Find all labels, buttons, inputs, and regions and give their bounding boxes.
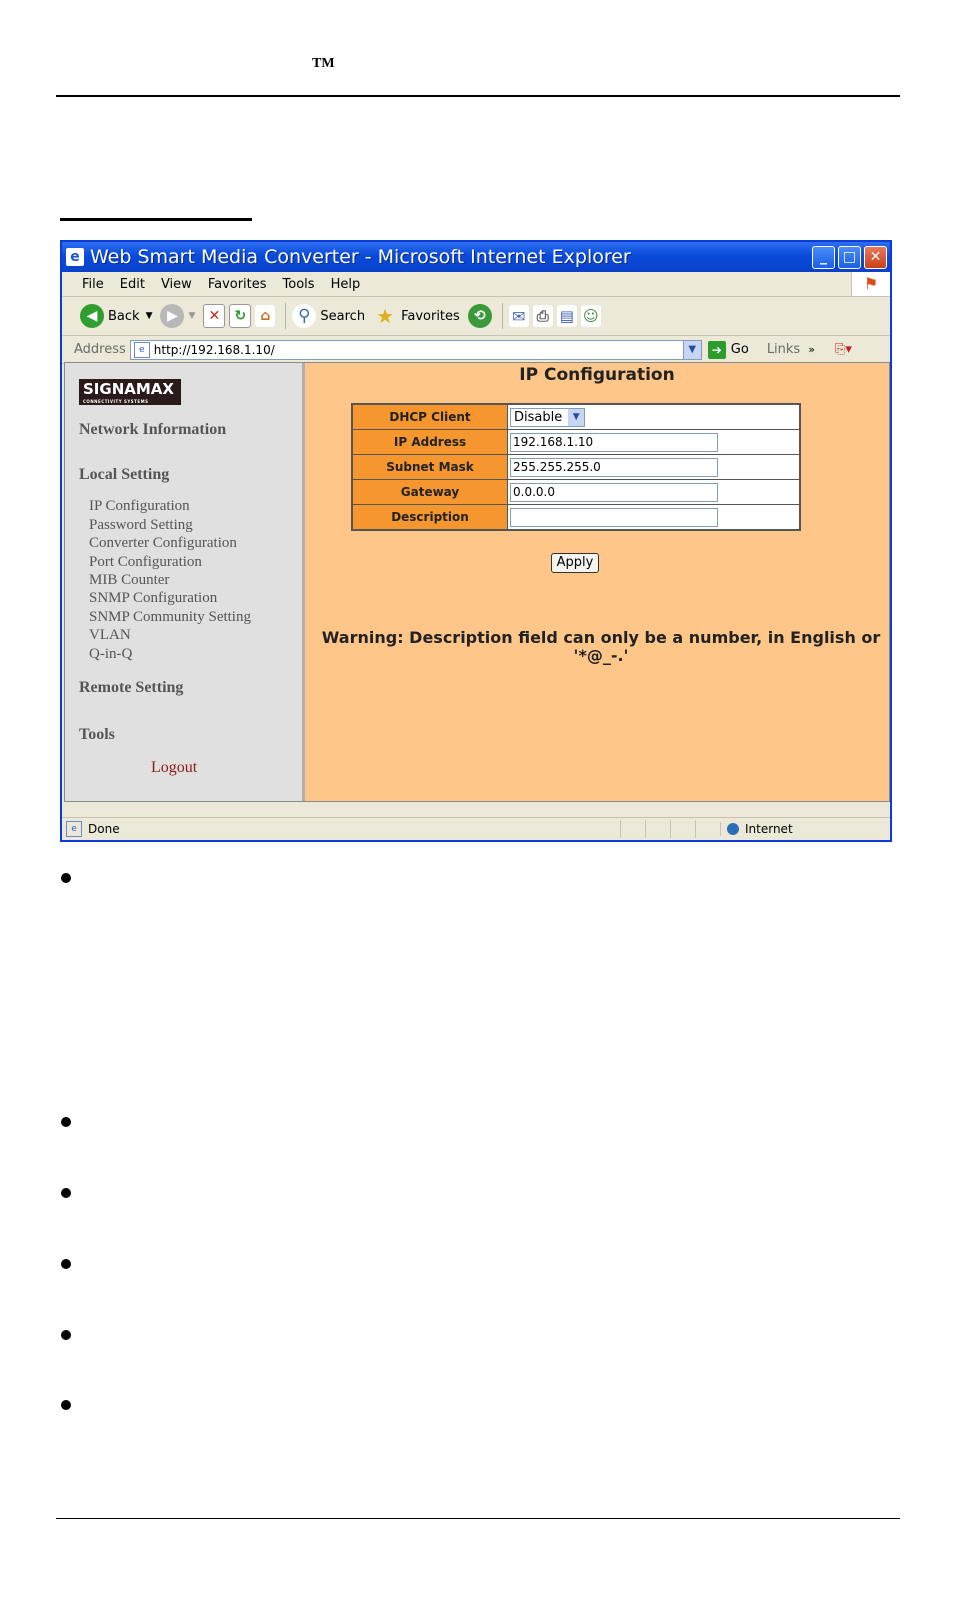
page-icon: e <box>134 342 150 358</box>
toolbar <box>62 297 890 336</box>
back-arrow-icon: ◀ <box>80 304 104 328</box>
menu-view[interactable]: View <box>160 276 192 292</box>
nav-snmp-configuration[interactable]: SNMP Configuration <box>89 590 218 606</box>
bullet <box>61 1259 71 1269</box>
header-rule <box>56 95 900 97</box>
nav-q-in-q[interactable]: Q-in-Q <box>89 646 133 662</box>
description-label: Description <box>352 505 508 531</box>
footer-rule <box>56 1518 900 1519</box>
bullet <box>61 1188 71 1198</box>
table-row <box>352 430 800 455</box>
nav-local-setting[interactable]: Local Setting <box>79 466 170 483</box>
close-button[interactable]: ✕ <box>864 246 887 269</box>
nav-port-configuration[interactable]: Port Configuration <box>89 554 202 570</box>
nav-converter-configuration[interactable]: Converter Configuration <box>89 535 237 551</box>
warning-line-2: '*@_-.' <box>573 646 629 665</box>
address-input[interactable] <box>130 340 702 360</box>
trademark-mark: TM <box>312 56 335 71</box>
mail-icon[interactable]: ✉ <box>509 305 529 327</box>
description-input[interactable] <box>510 508 718 527</box>
forward-button[interactable] <box>160 304 195 328</box>
back-label: Back <box>108 308 140 324</box>
chevron-right-icon: » <box>808 343 815 356</box>
logout-link[interactable]: Logout <box>151 759 198 776</box>
links-label: Links <box>766 342 801 357</box>
warning-text <box>309 629 893 665</box>
page-title: IP Configuration <box>519 365 675 385</box>
history-icon[interactable]: ⟲ <box>468 304 492 328</box>
table-row <box>352 404 800 430</box>
search-icon: ⚲ <box>292 304 316 328</box>
refresh-icon[interactable]: ↻ <box>229 304 251 328</box>
gateway-input[interactable] <box>510 483 718 502</box>
nav-snmp-community-setting[interactable]: SNMP Community Setting <box>89 609 251 625</box>
address-url: http://192.168.1.10/ <box>153 342 275 357</box>
bullet <box>61 1400 71 1410</box>
dhcp-client-value: Disable <box>514 409 563 425</box>
messenger-icon[interactable]: ☺ <box>581 305 601 327</box>
back-button[interactable] <box>80 304 152 328</box>
stop-icon[interactable]: ✕ <box>203 304 225 328</box>
search-button[interactable] <box>292 304 365 328</box>
bullet <box>61 1117 71 1127</box>
security-zone <box>720 822 890 836</box>
table-row <box>352 480 800 505</box>
nav-network-information[interactable]: Network Information <box>79 421 227 438</box>
print-icon[interactable]: ⎙ <box>533 305 553 327</box>
address-bar <box>62 336 890 364</box>
address-label: Address <box>74 342 126 357</box>
nav-tools[interactable]: Tools <box>79 726 115 743</box>
ip-address-label: IP Address <box>352 430 508 455</box>
edit-page-icon[interactable]: ▤ <box>557 305 577 327</box>
section-heading-underline <box>60 218 252 221</box>
menu-help[interactable]: Help <box>330 276 361 292</box>
menu-favorites[interactable]: Favorites <box>207 276 267 292</box>
back-dropdown-icon[interactable]: ▼ <box>145 311 153 321</box>
menu-edit[interactable]: Edit <box>119 276 145 292</box>
signamax-logo <box>79 379 181 405</box>
nav-password-setting[interactable]: Password Setting <box>89 517 193 533</box>
title-bar <box>62 242 890 272</box>
page-status-icon: e <box>66 821 82 837</box>
zone-label: Internet <box>745 822 793 836</box>
forward-arrow-icon: ▶ <box>160 304 184 328</box>
table-row <box>352 505 800 531</box>
forward-dropdown-icon[interactable]: ▼ <box>188 311 196 321</box>
menu-bar <box>62 272 890 297</box>
search-label: Search <box>320 308 366 324</box>
menu-file[interactable]: File <box>82 276 104 292</box>
maximize-button[interactable]: □ <box>838 246 861 269</box>
favorites-star-icon: ★ <box>376 304 395 328</box>
globe-icon <box>727 823 739 835</box>
pdf-icon[interactable]: ⎘▾ <box>834 342 852 357</box>
ip-address-input[interactable] <box>510 433 718 452</box>
toolbar-separator <box>285 303 286 329</box>
dhcp-client-label: DHCP Client <box>352 404 508 430</box>
status-text: Done <box>88 822 120 836</box>
nav-mib-counter[interactable]: MIB Counter <box>89 572 170 588</box>
status-bar <box>62 817 890 840</box>
home-icon[interactable]: ⌂ <box>255 305 275 327</box>
chevron-down-icon: ▼ <box>568 409 584 426</box>
gateway-label: Gateway <box>352 480 508 505</box>
subnet-mask-input[interactable] <box>510 458 718 477</box>
toolbar-separator <box>502 303 503 329</box>
nav-remote-setting[interactable]: Remote Setting <box>79 679 184 696</box>
page-content <box>64 362 890 802</box>
links-button[interactable] <box>767 342 815 357</box>
windows-logo-icon: ⚑ <box>851 272 890 296</box>
dhcp-client-select[interactable] <box>510 408 585 427</box>
ie-icon: e <box>66 248 84 266</box>
subnet-mask-label: Subnet Mask <box>352 455 508 480</box>
window-title: Web Smart Media Converter - Microsoft Internet Explorer <box>90 246 631 268</box>
main-panel <box>305 363 889 801</box>
bullet <box>61 1330 71 1340</box>
ip-config-table <box>351 403 801 531</box>
nav-vlan[interactable]: VLAN <box>89 627 131 643</box>
browser-window <box>60 240 892 842</box>
address-dropdown-icon[interactable]: ▼ <box>683 341 701 359</box>
logo-subtitle: CONNECTIVITY SYSTEMS <box>83 399 149 404</box>
bullet <box>61 873 71 883</box>
apply-button[interactable]: Apply <box>551 553 599 573</box>
go-button[interactable] <box>708 341 749 359</box>
minimize-button[interactable]: _ <box>812 246 835 269</box>
warning-line-1: Warning: Description field can only be a number, in English or <box>321 628 881 647</box>
menu-tools[interactable]: Tools <box>282 276 315 292</box>
go-label: Go <box>730 342 749 357</box>
table-row <box>352 455 800 480</box>
logo-text: SIGNAMAX <box>83 380 174 398</box>
favorites-button[interactable] <box>373 304 460 328</box>
sidebar <box>65 363 305 801</box>
favorites-label: Favorites <box>401 308 460 324</box>
go-arrow-icon: ➔ <box>708 341 726 359</box>
nav-ip-configuration[interactable]: IP Configuration <box>89 498 190 514</box>
